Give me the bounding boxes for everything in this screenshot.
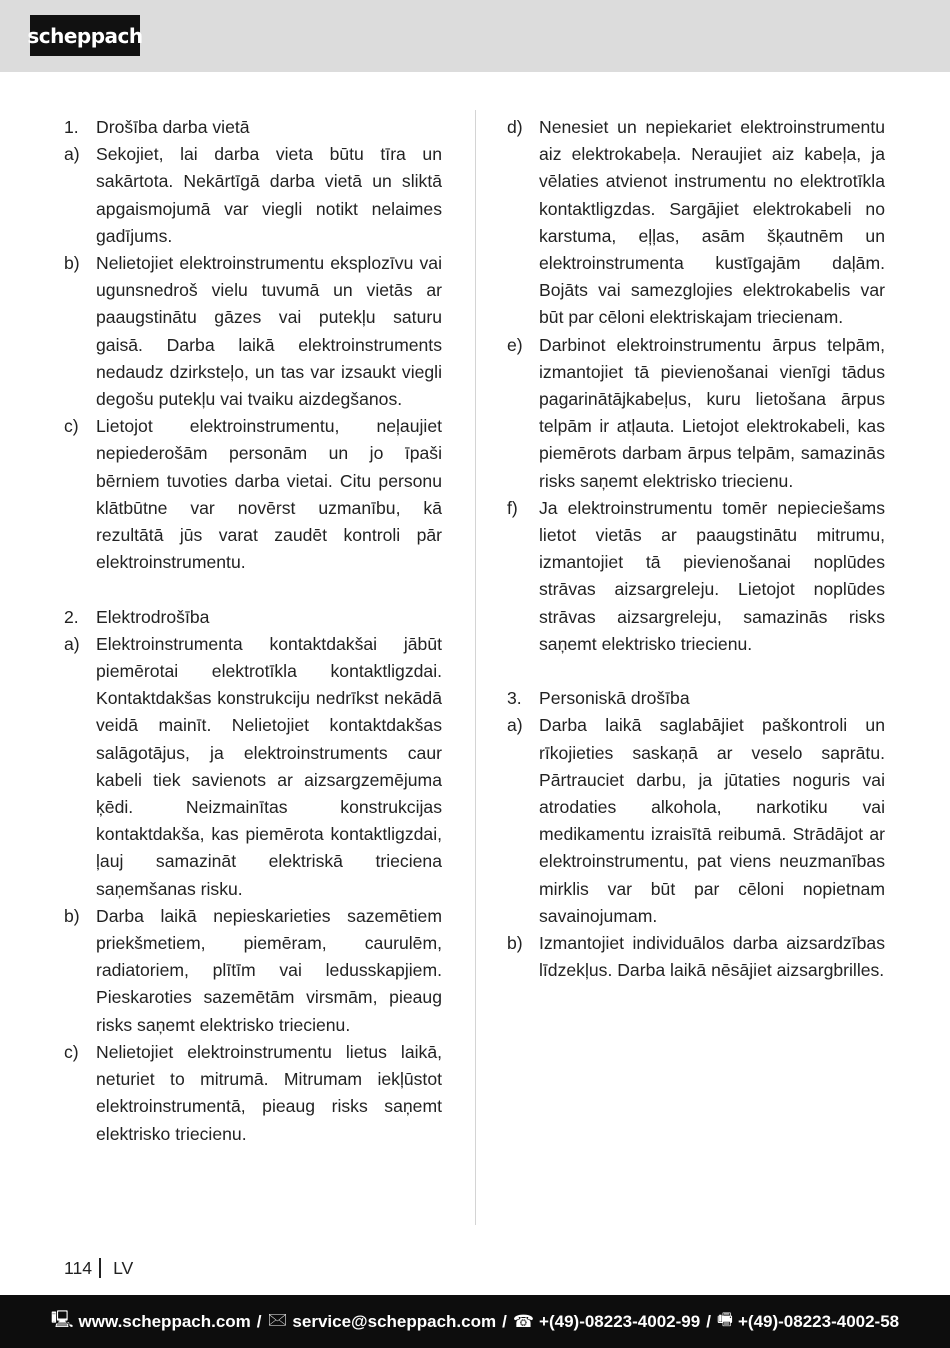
section-heading <box>64 604 442 631</box>
page-number-block <box>64 1256 133 1280</box>
item-text: Sekojiet, lai darba vieta būtu tīra un sakārtota. Nekārtīgā darba vietā un sliktā apgaismojumā var viegli notikt nelaimes gadījums. <box>96 144 442 246</box>
list-item <box>64 903 442 1039</box>
item-text: Nelietojiet elektroinstrumentu eksplozīvu vai ugunsnedroš vielu tuvumā un vietās ar paaugstinātu gāzes vai putekļu saturu gaisā. Darba laikā elektroinstruments nedaudz dzirksteļo, un tas var izsaukt viegli degošu putekļu vai tvaiku aizdegšanos. <box>96 253 442 410</box>
list-item <box>64 413 442 576</box>
item-text: Elektroinstrumenta kontaktdakšai jābūt piemērotai elektrotīkla kontaktligzdai. Kontaktdakšas konstrukciju nedrīkst nekādā veidā mainīt. Nelietojiet kontaktdakšas salāgotājus, ja elektroinstruments caur kabeli tiek savienots ar aizsargzemējuma ķēdi. Neizmainītas konstrukcijas kontaktdakša, kas piemērota kontaktligzdai, ļauj samazināt elektriskā trieciena saņemšanas risku. <box>96 633 442 899</box>
item-label: e) <box>507 334 523 355</box>
item-label: a) <box>64 633 80 654</box>
computer-icon: 🖳 <box>50 1310 74 1329</box>
mail-icon: 🖂 <box>267 1310 288 1329</box>
section-number: 3. <box>507 688 522 709</box>
list-item <box>64 631 442 903</box>
item-text: Darbinot elektroinstrumentu ārpus telpām, izmantojiet tā pievienošanai vienīgi tādus pagarinātājkabeļus, kuru lietošana ārpus telpām ir atļauta. Lietojot elektrokabeli, kas piemērots darbam ārpus telpām, samazinās risks saņemt elektrisko triecienu. <box>539 334 885 491</box>
section-gap <box>64 576 442 603</box>
item-label: d) <box>507 117 523 137</box>
item-label: b) <box>64 905 80 926</box>
item-text: Izmantojiet individuālos darba aizsardzības līdzekļus. Darba laikā nēsājiet aizsargbrilles. <box>539 933 885 981</box>
item-text: Darba laikā saglabājiet paškontroli un rīkojieties saskaņā ar veselo saprātu. Pārtrauciet darbu, ja jūtaties noguris vai atrodaties alkohola, narkotiku vai medikamentu izraisītā reibumā. Strādājot ar elektroinstrumentu, pat viens neuzmanības mirklis var būt par cēloni nopietnam savainojumam. <box>539 715 885 926</box>
item-text: Darba laikā nepieskarieties sazemētiem priekšmetiem, piemēram, caurulēm, radiatoriem, plītīm vai ledusskapjiem. Pieskaroties sazemētām virsmām, pieaug risks saņemt elektrisko triecienu. <box>96 905 442 1035</box>
item-text: Lietojot elektroinstrumentu, neļaujiet nepiederošām personām un jo īpaši bērniem tuvoties darba vietai. Citu personu klātbūtne var novērst uzmanību, kā rezultātā jūs varat zaudēt kontroli pār elektroinstrumentu. <box>96 416 442 573</box>
phone-icon: ☎ <box>512 1311 535 1331</box>
column-divider <box>475 110 476 1225</box>
list-item <box>507 930 885 984</box>
section-title: Elektrodrošība <box>96 606 210 627</box>
footer-phone: +(49)-08223-4002-99 <box>539 1311 701 1331</box>
item-label: b) <box>64 253 80 274</box>
item-label: a) <box>507 715 523 736</box>
item-label: c) <box>64 1041 79 1062</box>
footer-separator: / <box>502 1311 507 1331</box>
item-text: Nenesiet un nepiekariet elektroinstrumentu aiz elektrokabeļa. Neraujiet aiz kabeļa, ja vēlaties atvienot instrumentu no elektrotīkla kontaktligzdas. Sargājiet elektrokabeli no karstuma, eļļas, asām šķautnēm un elektroinstrumenta kustīgajām daļām. Bojāts vai samezglojies elektrokabelis var būt par cēloni elektriskajam triecienam. <box>539 117 885 328</box>
list-item <box>64 1039 442 1148</box>
right-column <box>507 114 885 984</box>
list-item <box>507 495 885 658</box>
section-heading <box>64 114 442 141</box>
item-label: a) <box>64 144 80 165</box>
page-language: LV <box>113 1258 134 1278</box>
footer-website[interactable]: www.scheppach.com <box>78 1311 251 1331</box>
section-heading <box>507 685 885 712</box>
footer-separator: / <box>256 1311 262 1331</box>
section-gap <box>507 658 885 685</box>
fax-icon: 🖷 <box>716 1310 733 1329</box>
footer-bar <box>0 1295 950 1348</box>
page-number-divider <box>99 1258 101 1278</box>
list-item <box>64 250 442 413</box>
item-text: Nelietojiet elektroinstrumentu lietus laikā, neturiet to mitrumā. Mitrumam iekļūstot elektroinstrumentā, pieaug risks saņemt elektrisko triecienu. <box>96 1041 442 1144</box>
footer-fax: +(49)-08223-4002-58 <box>737 1311 900 1331</box>
section-title: Drošība darba vietā <box>96 117 250 137</box>
footer-email[interactable]: service@scheppach.com <box>292 1311 497 1331</box>
item-label: c) <box>64 416 79 437</box>
footer-separator: / <box>706 1311 711 1331</box>
item-text: Ja elektroinstrumentu tomēr nepieciešams lietot vietās ar paaugstinātu mitrumu, izmantojiet tā pievienošanai noplūdes strāvas aizsargreleju. Lietojot noplūdes strāvas aizsargreleju, samazinās risks saņemt elektrisko triecienu. <box>539 497 885 654</box>
item-label: f) <box>507 497 518 518</box>
item-label: b) <box>507 933 523 954</box>
list-item <box>507 114 885 332</box>
list-item <box>507 712 885 930</box>
left-column <box>64 114 442 1148</box>
scheppach-logo: scheppach <box>30 15 140 56</box>
page-number: 114 <box>64 1258 93 1278</box>
list-item <box>507 332 885 495</box>
list-item <box>64 141 442 250</box>
section-title: Personiskā drošība <box>539 688 690 709</box>
header-band <box>0 0 950 72</box>
section-number: 2. <box>64 606 79 627</box>
section-number: 1. <box>64 117 79 137</box>
